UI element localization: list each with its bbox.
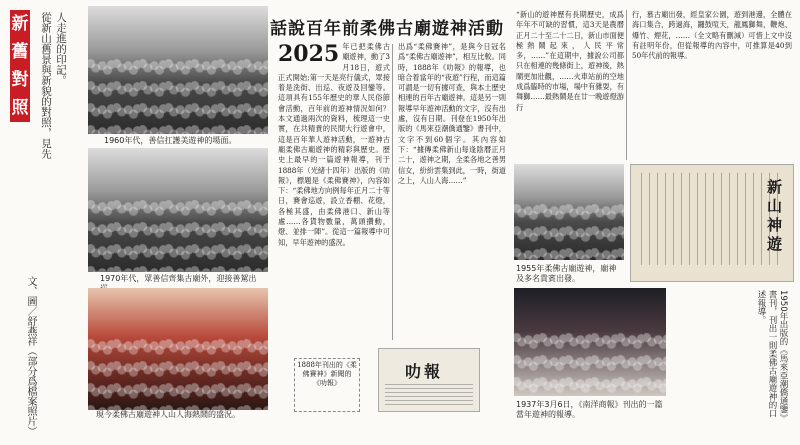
caption-1937: 1937年3月6日，《南洋商報》刊出的一篇當年遊神的報導。	[516, 400, 663, 419]
article-column-1	[278, 42, 390, 342]
photo-1937-shrine	[514, 288, 666, 396]
column-divider	[626, 10, 627, 160]
logo-char: 舊	[11, 42, 29, 62]
author-credit: 文、圖／舒燕祥（部分爲檔案照片）	[25, 276, 36, 436]
photo-1955-temple	[514, 164, 624, 260]
article-column-3: “新山的遊神歷有長期歷史，成爲年年不可缺的習慣，這3天是農曆正月二十至二十二日，新山市面便極熱鬧起來，人民平常多，……”在這期中，據說公司都只在相連的幾條街上，遊神後，熱鬧更加壯觀，……火車站前的空地成爲臨時的市場，場中有雜耍，有舞獅……最熱鬧是在廿一晚遊燈游行	[516, 10, 624, 112]
note-1888: 1888年刊出的《柔佛賽神》新聞的《叻報》	[294, 358, 360, 412]
caption-1970s: 1970年代，眾善信齊集古廟外，迎接善駕出	[100, 274, 257, 283]
caption-1950: 1950年出版的《馬來亞潮僑通鑒》書刊，刊出一則柔佛古廟遊神的口述報導。	[756, 290, 788, 418]
article-column-4: 行，慕古廟出發，經皇家公園，遊到港邊，全體在海口集合，跨過海，鑼鼓喧天，龍鳳獅舞，鞭炮、爆竹、煙花，……（全文略有刪減）可惜上文中沒有註明年份，但從報導的內容中，可推算是40到50年代前的報導。	[632, 10, 792, 61]
caption-1960s: 1960年代，善信扛護美遊神的場面。	[104, 136, 237, 145]
newspaper-masthead: 叻報	[405, 362, 444, 381]
photo-present-crowd	[88, 288, 268, 410]
clipping-text-lines	[385, 383, 473, 405]
scroll-title: 新山神遊	[765, 179, 783, 255]
caption-present: 現今柔佛古廟遊神人山人海熱鬧的盛況。	[96, 410, 240, 419]
caption-1955: 1955年柔佛古廟遊神，廟神及多名貴賓出發。	[516, 264, 617, 283]
rail-intro-line1: 人走進的印記。	[55, 12, 67, 86]
article-headline: 話說百年前柔佛古廟遊神活動	[270, 19, 504, 39]
column-logo	[10, 10, 30, 122]
logo-char: 照	[11, 98, 29, 118]
rail-intro-line2: 從新山舊景與新貌的對照，見先	[40, 12, 52, 159]
calligraphy-scroll	[630, 164, 794, 282]
left-rail	[6, 6, 80, 438]
article-column-2: 出爲“柔佛賽神”，是與今日冠名爲“柔佛古廟遊神”，相互比較。同時，1888年《叻報》的報導，也暗合着當年的“夜遊”行程，而這篇可謂是一切有據可查，與本土歷史相連的百年古廟遊神。這是另一則報導早年遊神活動的文字，沒有出處，沒有日期。刊登在1950年出版的《馬來亞潮僑通鑒》書刊中，文字不到60個字。其內容如下：“據傳柔佛新山每逢陰曆正月二十，遊神之期，全柔各地之善男信女，紛紛雲集到此，一時，街道之上，人山人海……”	[398, 42, 506, 185]
column-divider	[392, 44, 393, 340]
newspaper-clipping	[378, 348, 480, 412]
photo-1970s-crowd	[88, 148, 268, 272]
logo-char: 新	[11, 14, 29, 34]
column-1-text: 年已把柔佛古廟遊神，動了3月18日，遊式正式開始;第一天是亮行儀式，眾接着是洗街、出巡、夜遊及回鑾等。這項具有155年歷史的華人民俗節會活動，百年前的遊神情況如何？本文通過兩次的資料，梳理這一史實，在共精貴的民間大行遊會中，這是百年華人遊神活動，一遊神古廟柔佛古廟遊神的精彩與歷史。歷史上最早的一篇遊神報導，刊于1888年（光緒十四年）出版的《叻報》，標題是《柔佛賽神》，內容如下：“柔佛地方向例每年正月二十等日，賽會巡遊，設立香棚、花燈，各極其盛，由柔佛港口、新山等處……各貨物數量，萬頭攢動，燈、並排一陣”。從這一篇報導中可知，早年遊神的盛況。	[278, 42, 390, 247]
lead-year: 2025	[278, 42, 340, 67]
logo-char: 對	[11, 70, 29, 90]
scroll-text-lines	[641, 173, 781, 265]
photo-1960s-procession	[88, 6, 268, 134]
